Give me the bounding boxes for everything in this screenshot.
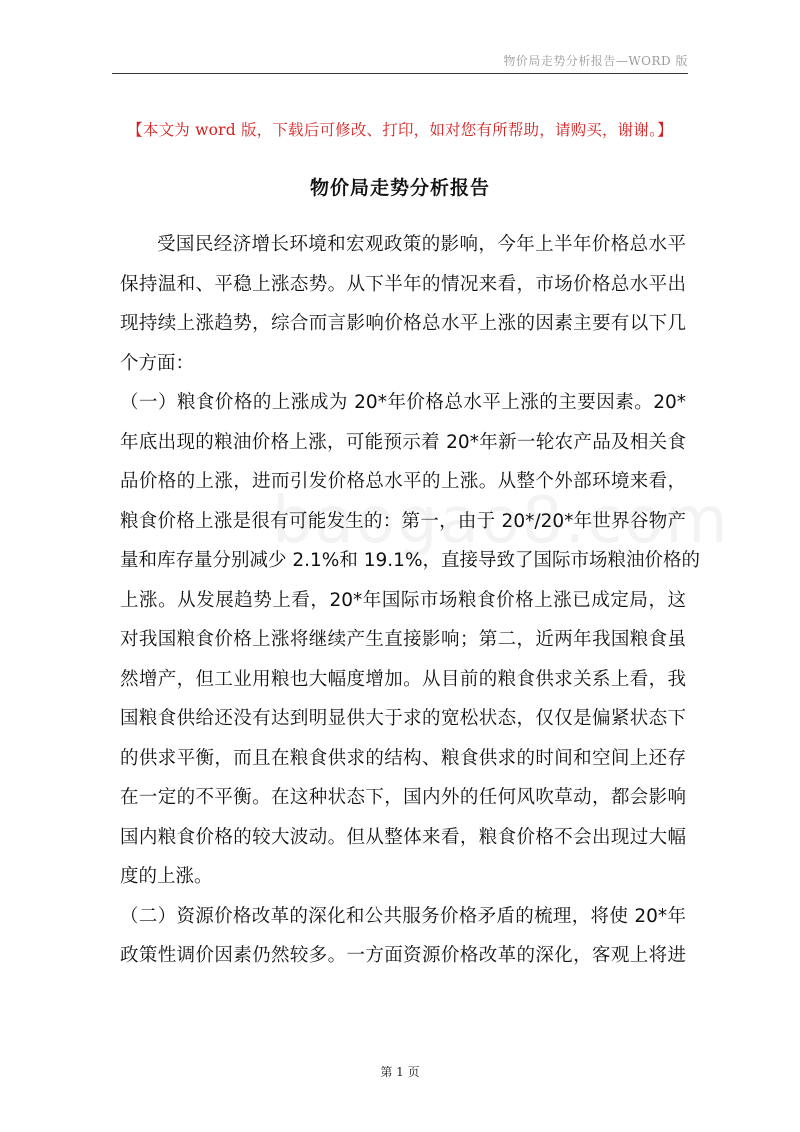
body-line: 然增产，但工业用粮也大幅度增加。从目前的粮食供求关系上看，我	[120, 668, 686, 690]
body-line: 度的上涨。	[120, 866, 213, 887]
body-line: 现持续上涨趋势，综合而言影响价格总水平上涨的因素主要有以下几	[120, 313, 686, 334]
document-title: 物价局走势分析报告	[309, 177, 490, 199]
body-line: 的供求平衡，而且在粮食供求的结构、粮食供求的时间和空间上还存	[120, 747, 686, 769]
body-line: 政策性调价因素仍然较多。一方面资源价格改革的深化，客观上将进	[120, 945, 686, 966]
body-line: 粮食价格上涨是很有可能发生的：第一，由于 20*/20*年世界谷物产	[120, 510, 686, 532]
body-line: 国粮食供给还没有达到明显供大于求的宽松状态，仅仅是偏紧状态下	[120, 708, 686, 729]
body-line: 在一定的不平衡。在这种状态下，国内外的任何风吹草动，都会影响	[120, 787, 686, 808]
header-divider	[112, 73, 688, 74]
body-line: （二）资源价格改革的深化和公共服务价格矛盾的梳理，将使 20*年	[120, 905, 686, 927]
body-line: 上涨。从发展趋势上看，20*年国际市场粮食价格上涨已成定局，这	[120, 589, 686, 611]
body-line: 受国民经济增长环境和宏观政策的影响，今年上半年价格总水平	[157, 234, 686, 255]
body-line: 量和库存量分别减少 2.1%和 19.1%，直接导致了国际市场粮油价格的	[120, 550, 701, 571]
body-line: 国内粮食价格的较大波动。但从整体来看，粮食价格不会出现过大幅	[120, 826, 686, 848]
body-line: 年底出现的粮油价格上涨，可能预示着 20*年新一轮农产品及相关食	[120, 431, 686, 453]
download-notice: 【本文为 word 版，下载后可修改、打印，如对您有所帮助，请购买，谢谢。】	[127, 121, 673, 139]
running-header: 物价局走势分析报告—WORD 版	[503, 54, 688, 68]
body-line: 个方面：	[120, 352, 195, 374]
page-number: 第 1 页	[380, 1065, 420, 1079]
body-line: 对我国粮食价格上涨将继续产生直接影响；第二，近两年我国粮食虽	[120, 629, 686, 650]
document-body	[120, 225, 701, 976]
body-line: （一）粮食价格的上涨成为 20*年价格总水平上涨的主要因素。20*	[120, 392, 686, 413]
body-line: 品价格的上涨，进而引发价格总水平的上涨。从整个外部环境来看，	[120, 471, 686, 492]
body-line: 保持温和、平稳上涨态势。从下半年的情况来看，市场价格总水平出	[120, 273, 686, 295]
